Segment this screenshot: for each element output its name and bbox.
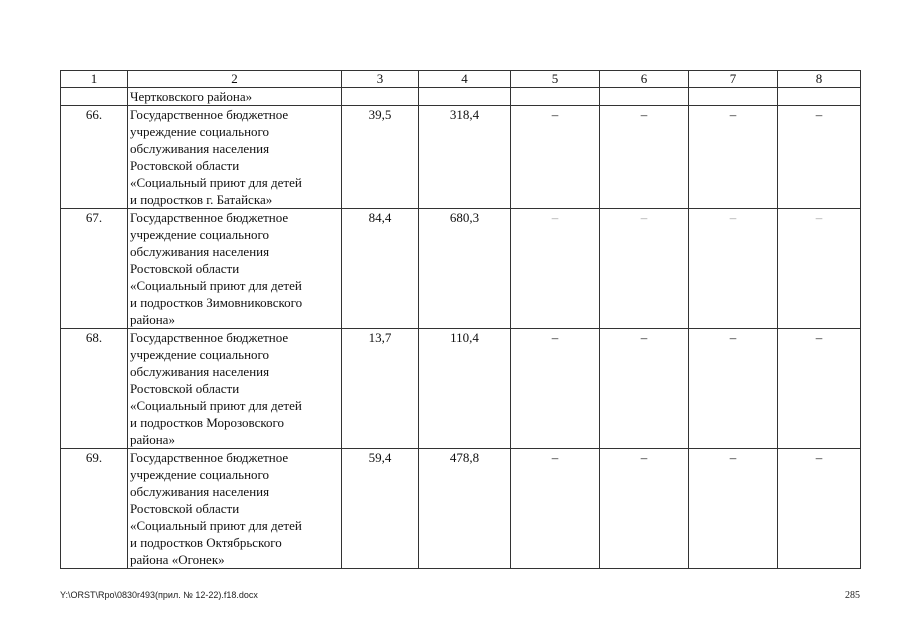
- value-col6: –: [600, 106, 689, 209]
- value-col4: 478,8: [419, 449, 511, 569]
- name-line: и подростков Зимовниковского: [130, 295, 303, 310]
- name-line: Ростовской области: [130, 501, 240, 516]
- name-line: «Социальный приют для детей: [130, 398, 302, 413]
- name-line: Ростовской области: [130, 158, 240, 173]
- value-col8: –: [778, 106, 861, 209]
- name-line: учреждение социального: [130, 347, 270, 362]
- empty-cell: [419, 88, 511, 106]
- name-line: учреждение социального: [130, 124, 270, 139]
- value-col8: –: [778, 329, 861, 449]
- value-col3: 59,4: [342, 449, 419, 569]
- row-number: 69.: [61, 449, 128, 569]
- value-col7: –: [689, 449, 778, 569]
- footer-file-path: Y:\ORST\Rpo\0830r493(прил. № 12-22).f18.docx: [60, 590, 258, 600]
- column-header: 5: [511, 71, 600, 88]
- value-col7: –: [689, 329, 778, 449]
- value-col6: –: [600, 329, 689, 449]
- name-line: Ростовской области: [130, 261, 240, 276]
- continuation-row: [61, 88, 861, 106]
- value-col7: –: [689, 209, 778, 329]
- name-line: Ростовской области: [130, 381, 240, 396]
- name-line: Государственное бюджетное: [130, 450, 289, 465]
- name-line: обслуживания населения: [130, 141, 270, 156]
- name-line: и подростков Морозовского: [130, 415, 285, 430]
- table-row: [61, 209, 861, 329]
- institution-name: [128, 329, 342, 449]
- value-col3: 39,5: [342, 106, 419, 209]
- table-row: [61, 329, 861, 449]
- name-line: Государственное бюджетное: [130, 107, 289, 122]
- column-header: 2: [128, 71, 342, 88]
- value-col4: 110,4: [419, 329, 511, 449]
- value-col8: –: [778, 209, 861, 329]
- name-line: и подростков г. Батайска»: [130, 192, 273, 207]
- institution-name: [128, 209, 342, 329]
- value-col5: –: [511, 106, 600, 209]
- column-number-header-row: [61, 71, 861, 88]
- continuation-text: Чертковского района»: [128, 88, 342, 106]
- name-line: обслуживания населения: [130, 244, 270, 259]
- value-col3: 84,4: [342, 209, 419, 329]
- page-number: 285: [845, 590, 860, 601]
- empty-cell: [778, 88, 861, 106]
- name-line: района»: [130, 312, 175, 327]
- name-line: учреждение социального: [130, 467, 270, 482]
- name-line: района»: [130, 432, 175, 447]
- table-row: [61, 449, 861, 569]
- value-col5: –: [511, 449, 600, 569]
- name-line: и подростков Октябрьского: [130, 535, 282, 550]
- name-line: Государственное бюджетное: [130, 210, 289, 225]
- value-col4: 680,3: [419, 209, 511, 329]
- name-line: «Социальный приют для детей: [130, 278, 302, 293]
- name-line: «Социальный приют для детей: [130, 518, 302, 533]
- column-header: 1: [61, 71, 128, 88]
- table-row: [61, 106, 861, 209]
- value-col6: –: [600, 209, 689, 329]
- empty-cell: [342, 88, 419, 106]
- name-line: «Социальный приют для детей: [130, 175, 302, 190]
- appendix-table: [60, 70, 861, 569]
- column-header: 3: [342, 71, 419, 88]
- name-line: учреждение социального: [130, 227, 270, 242]
- value-col5: –: [511, 329, 600, 449]
- value-col4: 318,4: [419, 106, 511, 209]
- empty-cell: [511, 88, 600, 106]
- column-header: 4: [419, 71, 511, 88]
- value-col5: –: [511, 209, 600, 329]
- row-number: 67.: [61, 209, 128, 329]
- name-line: района «Огонек»: [130, 552, 225, 567]
- name-line: обслуживания населения: [130, 484, 270, 499]
- value-col3: 13,7: [342, 329, 419, 449]
- value-col8: –: [778, 449, 861, 569]
- column-header: 6: [600, 71, 689, 88]
- institution-name: [128, 449, 342, 569]
- empty-cell: [61, 88, 128, 106]
- institution-name: [128, 106, 342, 209]
- row-number: 66.: [61, 106, 128, 209]
- empty-cell: [689, 88, 778, 106]
- empty-cell: [600, 88, 689, 106]
- name-line: Государственное бюджетное: [130, 330, 289, 345]
- row-number: 68.: [61, 329, 128, 449]
- value-col7: –: [689, 106, 778, 209]
- column-header: 7: [689, 71, 778, 88]
- name-line: обслуживания населения: [130, 364, 270, 379]
- column-header: 8: [778, 71, 861, 88]
- value-col6: –: [600, 449, 689, 569]
